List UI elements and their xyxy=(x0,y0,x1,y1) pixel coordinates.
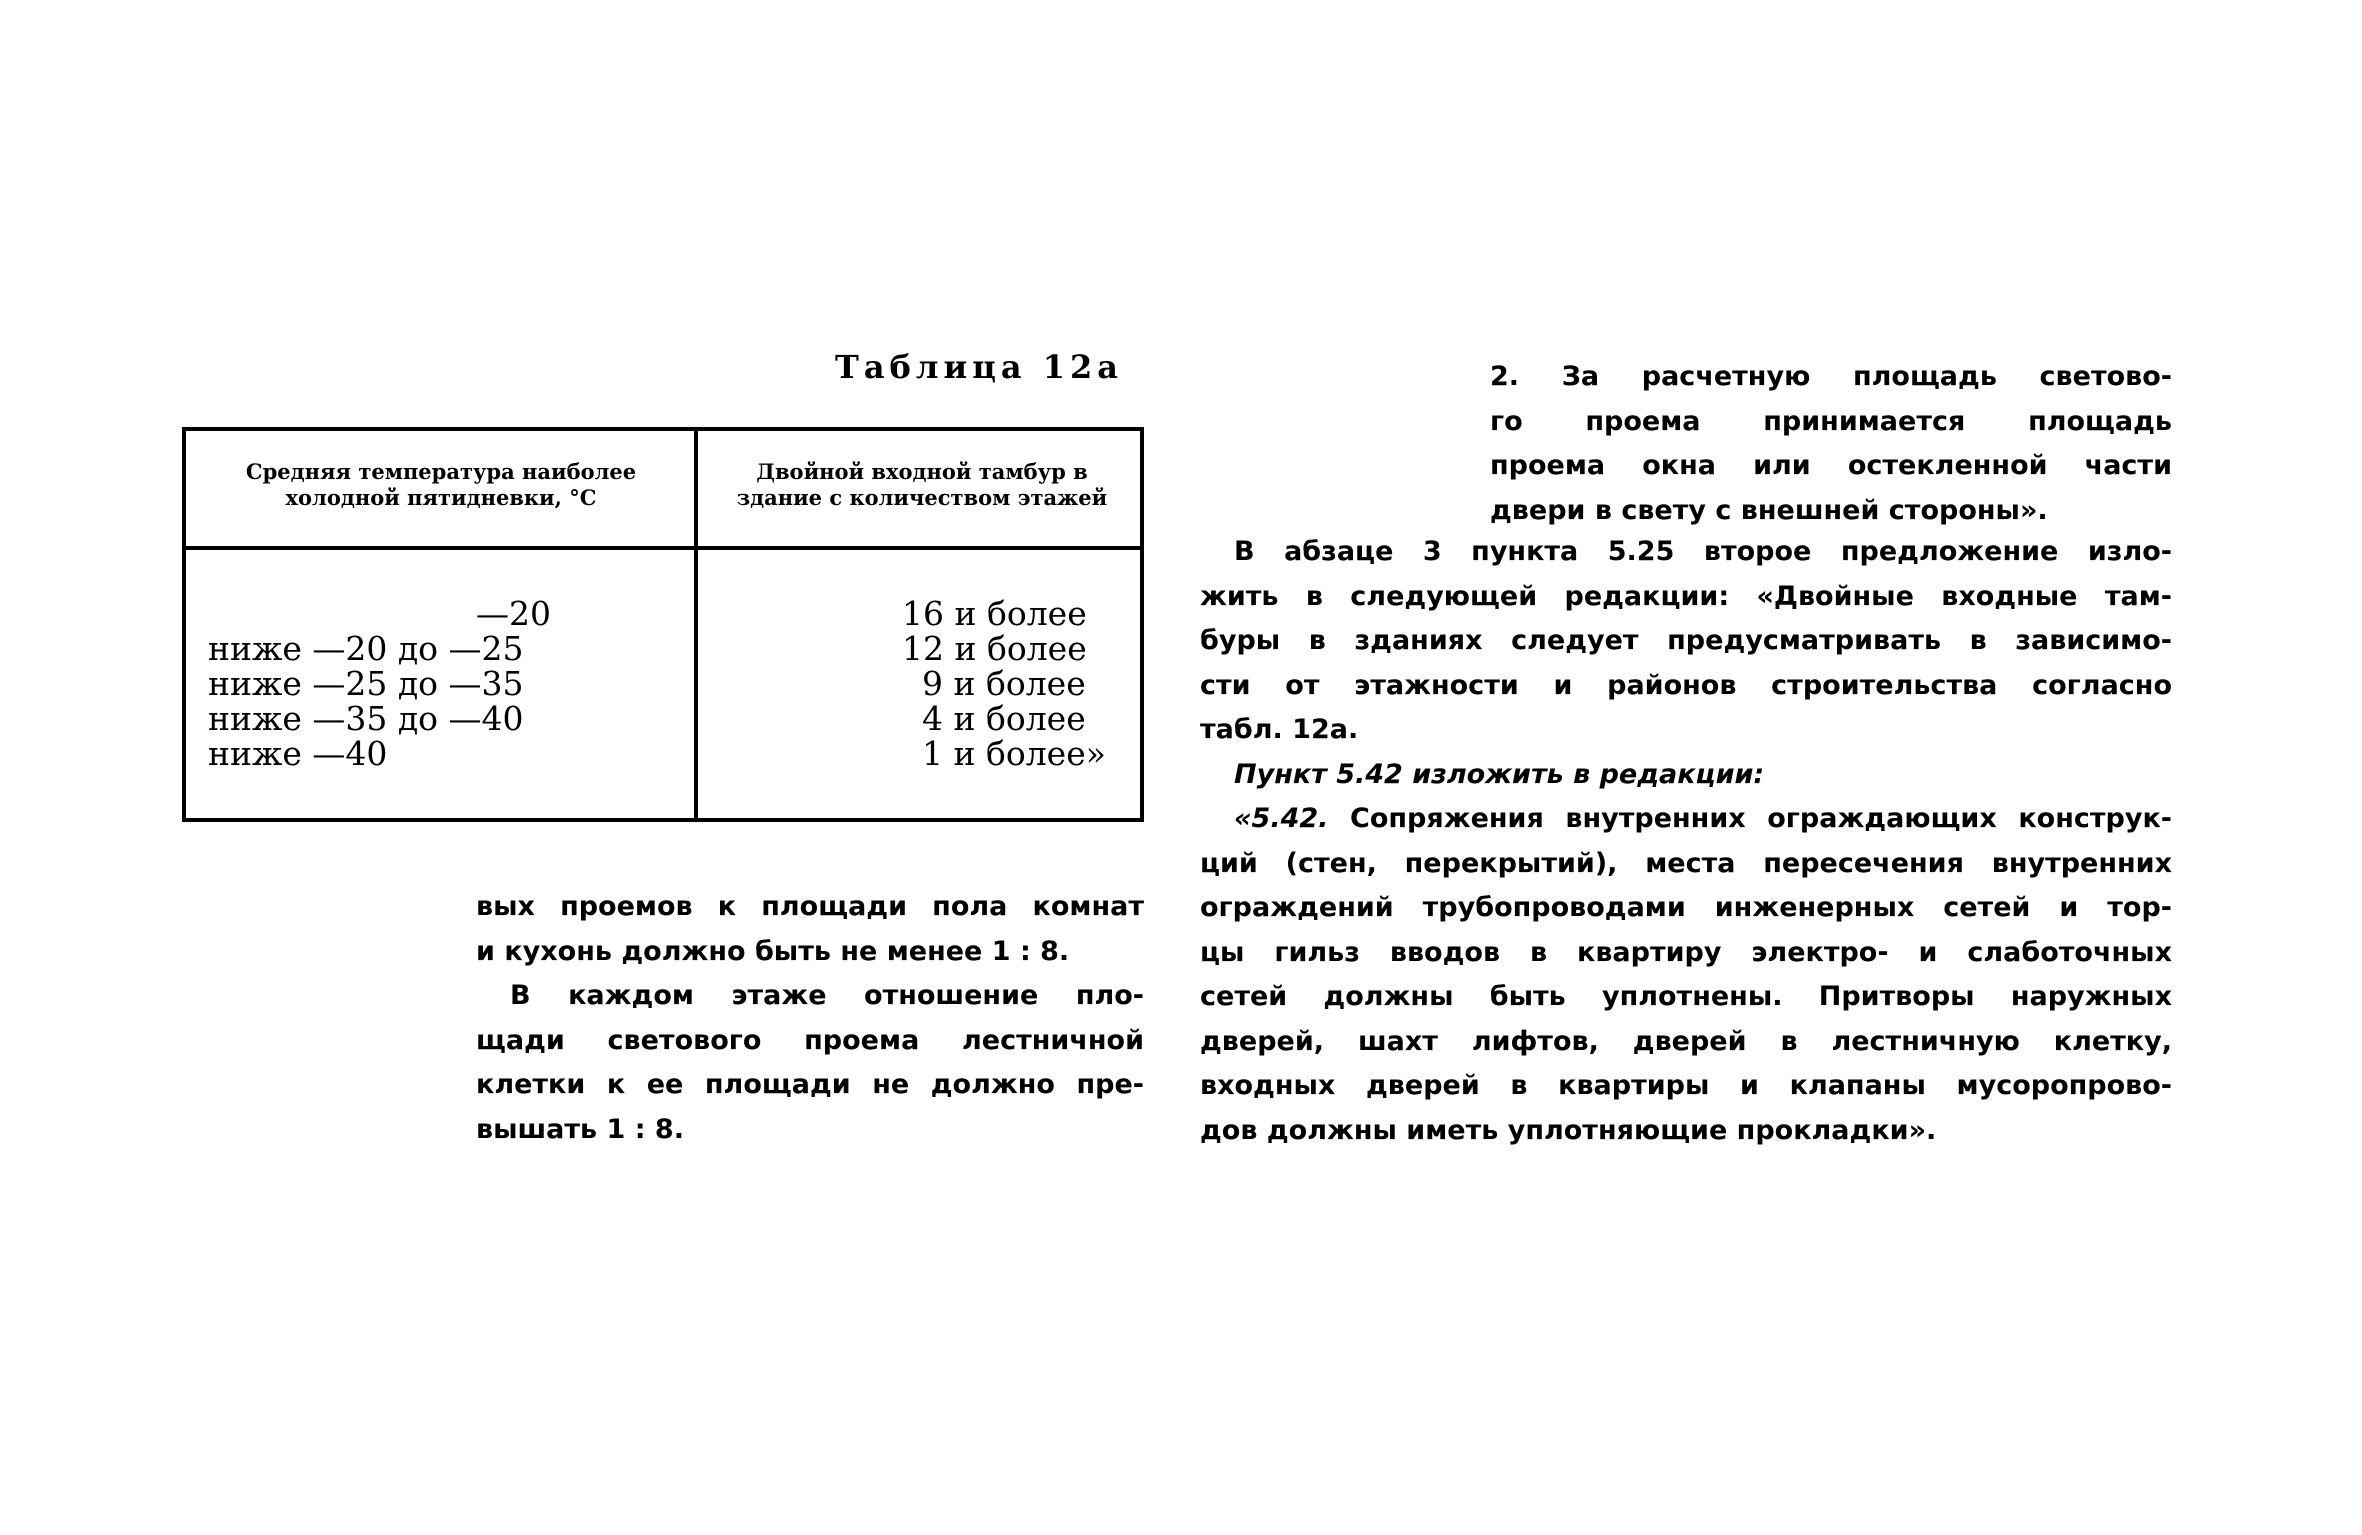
table-cell-floors: 16 и более xyxy=(902,594,1087,633)
text-line: сти от этажности и районов строительства согласно xyxy=(1200,669,2172,701)
clause-reference-5-25: В абзаце 3 пункта 5.25 xyxy=(1234,536,1675,567)
text-line: ций (стен, перекрытий), места пересечения внутренних xyxy=(1200,847,2172,879)
left-text-block xyxy=(476,885,1144,1152)
text-line: жить в следующей редакции: «Двойные входные там- xyxy=(1200,580,2172,612)
text-line: вых проемов к площади пола комнат xyxy=(476,891,1144,922)
text-line: проема окна или остекленной части xyxy=(1490,450,2172,481)
text-line: входных дверей в квартиры и клапаны мусоропрово- xyxy=(1200,1070,2172,1101)
right-text-top xyxy=(1490,355,2172,533)
table-cell-temperature: ниже —20 до —25 xyxy=(208,629,524,668)
text-line: клетки к ее площади не должно пре- xyxy=(476,1069,1144,1100)
data-table xyxy=(182,427,1144,822)
right-text-main xyxy=(1200,530,2172,1153)
table-header-floors: Двойной входной тамбур в здание с количеством этажей xyxy=(736,459,1108,510)
clause-5-42-heading: Пункт 5.42 изложить в редакции: xyxy=(1234,758,1765,790)
text-line: го проема принимается площадь xyxy=(1490,405,2172,437)
clause-number-5-42: «5.42. xyxy=(1234,803,1329,834)
text-line: щади светового проема лестничной xyxy=(476,1024,1144,1056)
table-cell-floors: 12 и более xyxy=(902,629,1087,668)
table-header-divider xyxy=(186,546,1140,550)
table-cell-floors: 9 и более xyxy=(922,664,1086,703)
table-cell-floors: 4 и более xyxy=(922,699,1086,738)
text-line: цы гильз вводов в квартиру электро- и слаботочных xyxy=(1200,936,2172,968)
table-column-temperatures xyxy=(208,596,608,771)
text-line: табл. 12а. xyxy=(1200,714,1359,745)
text-line: вышать 1 : 8. xyxy=(476,1113,684,1145)
text-line: буры в зданиях следует предусматривать в зависимо- xyxy=(1200,625,2172,656)
table-column-divider xyxy=(694,431,698,818)
table-column-floors xyxy=(706,596,1142,771)
text-line: ограждений трубопроводами инженерных сетей и тор- xyxy=(1200,892,2172,923)
table-cell-temperature: ниже —35 до —40 xyxy=(208,699,524,738)
text-line: двери в свету с внешней стороны». xyxy=(1490,494,2048,526)
table-cell-temperature: —20 xyxy=(476,594,551,633)
table-header-temperature: Средняя температура наиболее холодной пятидневки, °С xyxy=(245,459,637,510)
text-line: дов должны иметь уплотняющие прокладки». xyxy=(1200,1114,1937,1146)
table-cell-temperature: ниже —25 до —35 xyxy=(208,664,524,703)
text-line: 2. За расчетную площадь светово- xyxy=(1490,361,2172,392)
text-line: дверей, шахт лифтов, дверей в лестничную клетку, xyxy=(1200,1025,2172,1057)
text-line: сетей должны быть уплотнены. Притворы наружных xyxy=(1200,981,2172,1012)
table-cell-floors: 1 и более» xyxy=(922,734,1106,773)
table-cell-temperature: ниже —40 xyxy=(208,734,388,773)
table-caption: Таблица 12а xyxy=(835,348,1123,386)
text-line: и кухонь должно быть не менее 1 : 8. xyxy=(476,935,1070,967)
text-line: В абзаце 3 пункта 5.25 второе предложение изло- xyxy=(1234,536,2172,567)
text-line: «5.42. Сопряжения внутренних ограждающих конструк- xyxy=(1234,803,2172,834)
text-line: В каждом этаже отношение пло- xyxy=(510,980,1144,1011)
